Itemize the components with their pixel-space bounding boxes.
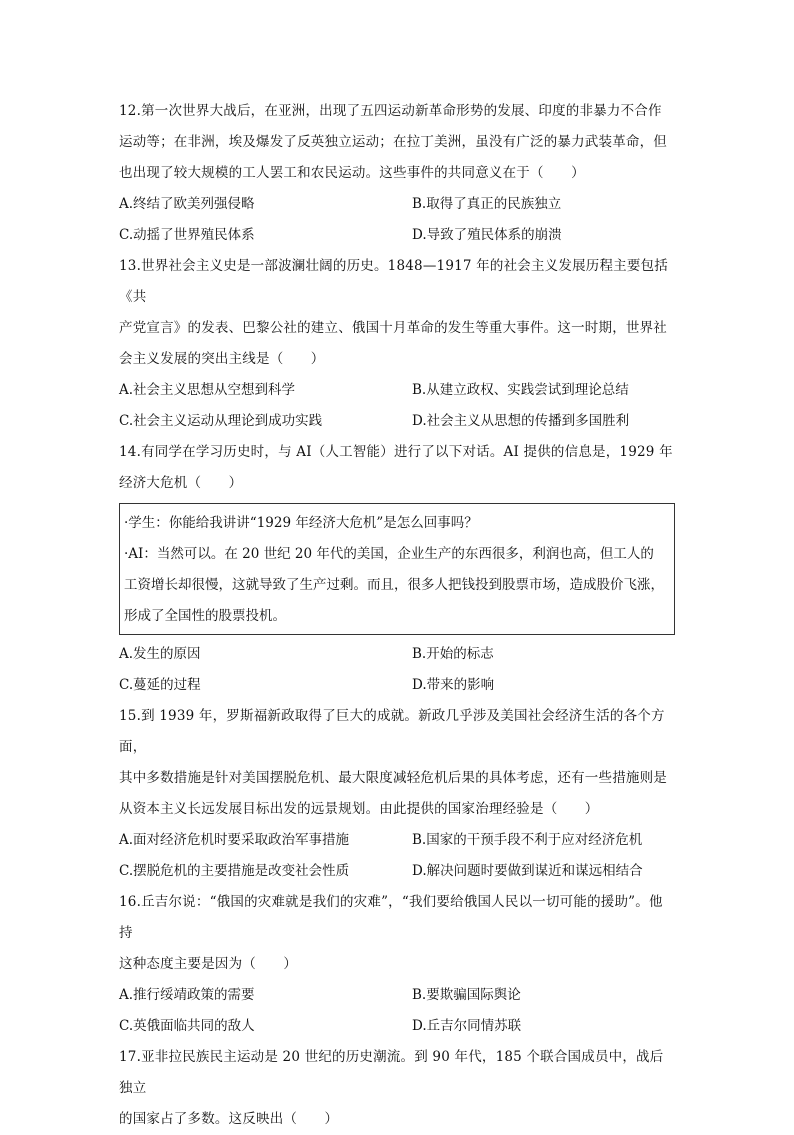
option-b[interactable]: B.开始的标志 — [412, 646, 494, 662]
question-12-stem — [119, 96, 675, 189]
stem-line: 15.到 1939 年，罗斯福新政取得了巨大的成就。新政几乎涉及美国社会经济生活的各个方面， — [119, 708, 665, 755]
stem-line: 也出现了较大规模的工人罢工和农民运动。这些事件的共同意义在于（ ） — [119, 165, 585, 181]
stem-line: 产党宣言》的发表、巴黎公社的建立、俄国十月革命的发生等重大事件。这一时期，世界社 — [119, 320, 667, 336]
question-17-stem — [119, 1042, 675, 1135]
stem-line: 17.亚非拉民族民主运动是 20 世纪的历史潮流。到 90 年代，185 个联合国成员中，战后独立 — [119, 1049, 664, 1096]
option-d[interactable]: D.导致了殖民体系的崩溃 — [412, 227, 562, 243]
dialogue-line: 形成了全国性的股票投机。 — [124, 608, 286, 624]
stem-line: 这种态度主要是因为（ ） — [119, 956, 298, 972]
stem-line: 运动等；在非洲，埃及爆发了反英独立运动；在拉丁美洲，虽没有广泛的暴力武装革命，但 — [119, 134, 667, 150]
dialogue-box — [119, 503, 675, 635]
option-a[interactable]: A.面对经济危机时要采取政治军事措施 — [119, 832, 350, 848]
question-12-options-row-1 — [119, 189, 675, 220]
question-16-options-row-2 — [119, 1011, 675, 1042]
stem-line: 13.世界社会主义史是一部波澜壮阔的历史。1848—1917 年的社会主义发展历程主要包括《共 — [119, 258, 668, 305]
question-13-stem — [119, 251, 675, 375]
option-a[interactable]: A.社会主义思想从空想到科学 — [119, 382, 296, 398]
option-d[interactable]: D.社会主义从思想的传播到多国胜利 — [412, 413, 630, 429]
dialogue-line: 工资增长却很慢，这就导致了生产过剩。而且，很多人把钱投到股票市场，造成股价飞涨， — [124, 577, 664, 593]
question-16-stem — [119, 887, 675, 980]
option-a[interactable]: A.发生的原因 — [119, 646, 201, 662]
option-c[interactable]: C.英俄面临共同的敌人 — [119, 1018, 255, 1034]
dialogue-line: ·学生：你能给我讲讲“1929 年经济大危机”是怎么回事吗？ — [124, 515, 478, 531]
question-13-options-row-1 — [119, 375, 675, 406]
option-b[interactable]: B.取得了真正的民族独立 — [412, 196, 562, 212]
option-c[interactable]: C.蔓延的过程 — [119, 677, 201, 693]
option-d[interactable]: D.带来的影响 — [412, 677, 495, 693]
option-c[interactable]: C.动摇了世界殖民体系 — [119, 227, 255, 243]
question-14-options-row-1 — [119, 639, 675, 670]
option-a[interactable]: A.推行绥靖政策的需要 — [119, 987, 255, 1003]
question-12-options-row-2 — [119, 220, 675, 251]
question-15-options-row-1 — [119, 825, 675, 856]
question-14-options-row-2 — [119, 670, 675, 701]
question-14-stem — [119, 437, 675, 499]
stem-line: 的国家占了多数。这反映出（ ） — [119, 1111, 339, 1127]
question-list — [119, 96, 675, 1135]
stem-line: 其中多数措施是针对美国摆脱危机、最大限度减轻危机后果的具体考虑，还有一些措施则是 — [119, 770, 667, 786]
option-d[interactable]: D.丘吉尔同情苏联 — [412, 1018, 522, 1034]
option-d[interactable]: D.解决问题时要做到谋近和谋远相结合 — [412, 863, 643, 879]
stem-line: 经济大危机（ ） — [119, 475, 243, 491]
option-b[interactable]: B.从建立政权、实践尝试到理论总结 — [412, 382, 629, 398]
question-16-options-row-1 — [119, 980, 675, 1011]
stem-line: 从资本主义长远发展目标出发的远景规划。由此提供的国家治理经验是（ ） — [119, 801, 599, 817]
option-c[interactable]: C.社会主义运动从理论到成功实践 — [119, 413, 323, 429]
option-c[interactable]: C.摆脱危机的主要措施是改变社会性质 — [119, 863, 350, 879]
stem-line: 14.有同学在学习历史时，与 AI（人工智能）进行了以下对话。AI 提供的信息是，1929 年 — [119, 444, 673, 460]
question-15-stem — [119, 701, 675, 825]
option-b[interactable]: B.国家的干预手段不利于应对经济危机 — [412, 832, 643, 848]
question-15-options-row-2 — [119, 856, 675, 887]
stem-line: 16.丘吉尔说：“俄国的灾难就是我们的灾难”，“我们要给俄国人民以一切可能的援助”。他持 — [119, 894, 663, 941]
option-b[interactable]: B.要欺骗国际舆论 — [412, 987, 521, 1003]
question-13-options-row-2 — [119, 406, 675, 437]
option-a[interactable]: A.终结了欧美列强侵略 — [119, 196, 255, 212]
dialogue-line: ·AI：当然可以。在 20 世纪 20 年代的美国，企业生产的东西很多，利润也高，但工人的 — [124, 546, 654, 562]
stem-line: 会主义发展的突出主线是（ ） — [119, 351, 325, 367]
stem-line: 12.第一次世界大战后，在亚洲，出现了五四运动新革命形势的发展、印度的非暴力不合作 — [119, 103, 662, 119]
